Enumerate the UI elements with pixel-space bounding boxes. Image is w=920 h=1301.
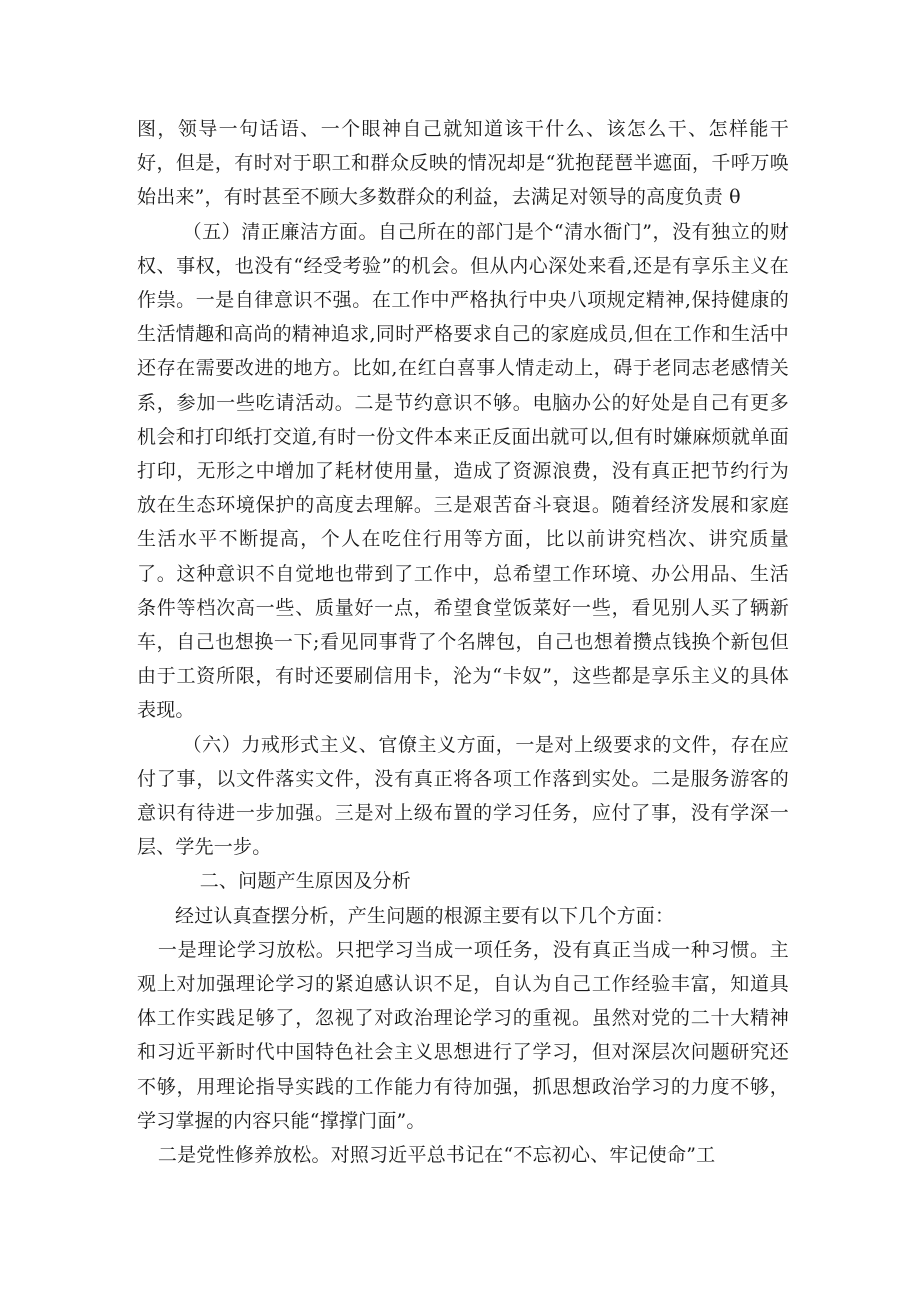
paragraph-continuation: 图，领导一句话语、一个眼神自己就知道该干什么、该怎么干、怎样能干好，但是，有时对于职工和群众反映的情况却是“犹抱琵琶半遮面，千呼万唤始出来”，有时甚至不顾大多数群众的利益，去满足对领导的高度负责 θ bbox=[137, 118, 789, 209]
paragraph-section-six: （六）力戒形式主义、官僚主义方面，一是对上级要求的文件，存在应付了事，以文件落实文件，没有真正将各项工作落到实处。二是服务游客的意识有待进一步加强。三是对上级布置的学习任务，应付了事，没有学深一层、学先一步。 bbox=[137, 733, 789, 859]
document-body bbox=[137, 112, 789, 1172]
paragraph-intro: 经过认真查摆分析，产生问题的根源主要有以下几个方面： bbox=[175, 904, 675, 927]
section-heading-causes: 二、问题产生原因及分析 bbox=[199, 870, 411, 893]
paragraph-section-five: （五）清正廉洁方面。自己所在的部门是个“清水衙门”，没有独立的财权、事权，也没有“经受考验”的机会。但从内心深处来看,还是有享乐主义在作祟。一是自律意识不强。在工作中严格执行中央八项规定精神,保持健康的生活情趣和高尚的精神追求,同时严格要求自己的家庭成员,但在工作和生活中还存在需要改进的地方。比如,在红白喜事人情走动上，碍于老同志老感情关系，参加一些吃请活动。二是节约意识不够。电脑办公的好处是自己有更多机会和打印纸打交道,有时一份文件本来正反面出就可以,但有时嫌麻烦就单面打印，无形之中增加了耗材使用量，造成了资源浪费，没有真正把节约行为放在生态环境保护的高度去理解。三是艰苦奋斗衰退。随着经济发展和家庭生活水平不断提高，个人在吃住行用等方面，比以前讲究档次、讲究质量了。这种意识不自觉地也带到了工作中，总希望工作环境、办公用品、生活条件等档次高一些、质量好一点，希望食堂饭菜好一些，看见别人买了辆新车，自己也想换一下;看见同事背了个名牌包，自己也想着攒点钱换个新包但由于工资所限，有时还要刷信用卡，沦为“卡奴”，这些都是享乐主义的具体表现。 bbox=[137, 220, 789, 722]
paragraph-theory-study: 一是理论学习放松。只把学习当成一项任务，没有真正当成一种习惯。主观上对加强理论学习的紧迫感认识不足，自认为自己工作经验丰富，知道具体工作实践足够了，忽视了对政治理论学习的重视。虽然对党的二十大精神和习近平新时代中国特色社会主义思想进行了学习，但对深层次问题研究还不够，用理论指导实践的工作能力有待加强，抓思想政治学习的力度不够，学习掌握的内容只能“撑撑门面”。 bbox=[137, 938, 789, 1132]
paragraph-party-spirit: 二是党性修养放松。对照习近平总书记在“不忘初心、牢记使命”工 bbox=[157, 1144, 716, 1167]
